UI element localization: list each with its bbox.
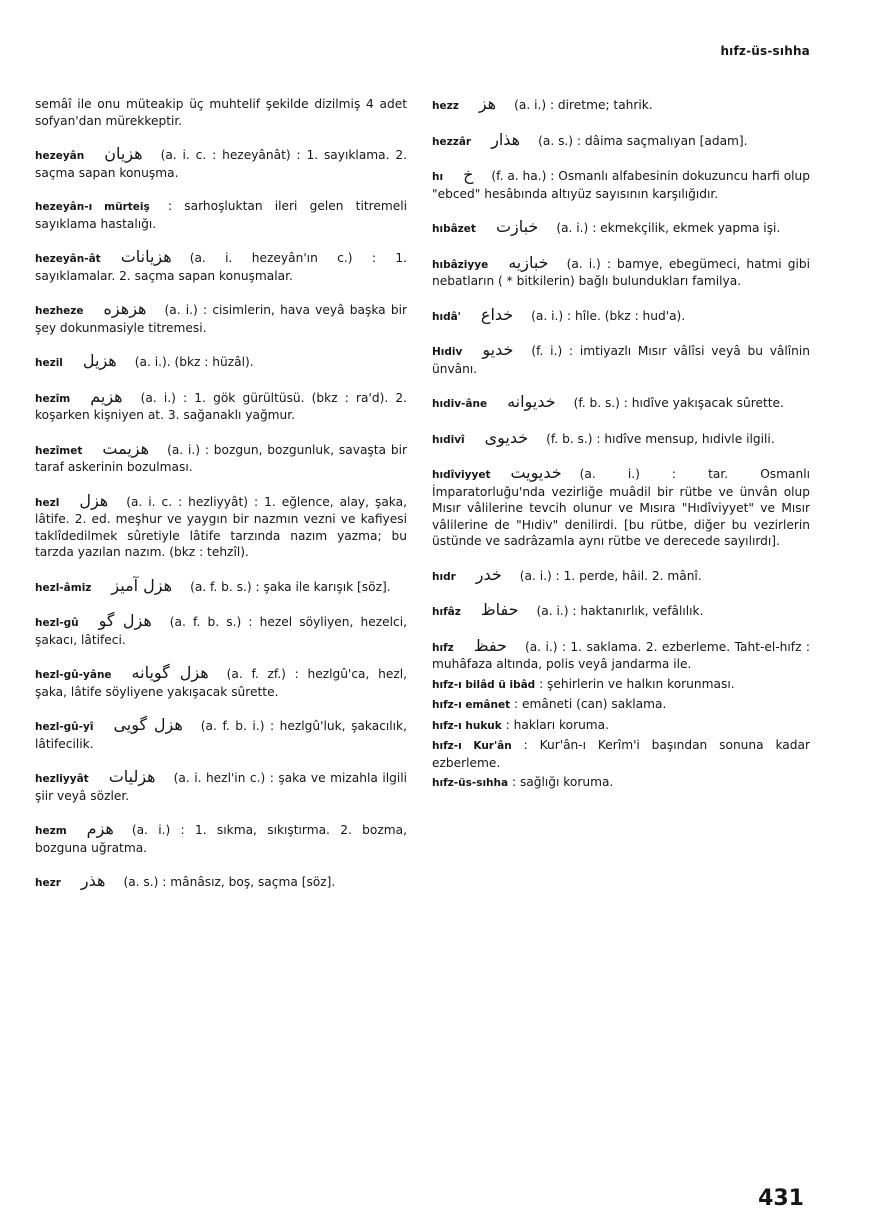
dictionary-entry	[35, 198, 407, 232]
arabic-script: خديوانه	[507, 392, 556, 411]
headword: hezeyân-ı mürteiş	[35, 201, 150, 213]
headword: hezl-âmiz	[35, 581, 92, 594]
dictionary-entry	[432, 129, 810, 151]
definition: (a. i.) : diretme; tahrik.	[514, 98, 653, 112]
headword: hıdiv-âne	[432, 398, 488, 410]
definition: (f. i.) : imtiyazlı Mısır vâlîsi veyâ bu vâlînin ünvânı.	[432, 344, 810, 376]
headword: hıbâzet	[432, 223, 476, 235]
dictionary-entry	[35, 146, 407, 181]
dictionary-entry	[35, 490, 407, 561]
arabic-script: خبازت	[495, 217, 539, 236]
sub-headword: hıfz-ı emânet	[432, 699, 511, 711]
entry-continuation: semâî ile onu müteakip üç muhtelif şekilde dizilmiş 4 adet sofyan'dan mürekkeptir.	[35, 97, 407, 128]
dictionary-entry	[432, 304, 810, 326]
definition: (a. i.). (bkz : hüzâl).	[134, 355, 254, 369]
arabic-script: هز	[478, 94, 497, 113]
arabic-script: هزل گويى	[113, 715, 183, 734]
definition: : sarhoşluktan ileri gelen titremeli sayıklama hastalığı.	[35, 199, 407, 231]
headword: hıdr	[432, 570, 456, 583]
headword: hı	[432, 171, 444, 183]
headword: hıfz	[432, 641, 454, 654]
headword: hezm	[35, 825, 67, 837]
definition: (a. i.) : 1. sıkma, sıkıştırma. 2. bozma, bozguna uğratma.	[35, 823, 407, 855]
definition: (a. i.) : bamye, ebegümeci, hatmi gibi nebatların ( * bitkilerin) bağlı bulundukları familya.	[432, 256, 810, 288]
sub-entry	[432, 774, 810, 792]
dictionary-entry	[432, 602, 810, 621]
definition: (f. a. ha.) : Osmanlı alfabesinin dokuzuncu harfi olup "ebced" hesâbında altıyüz sayısının karşılığıdır.	[432, 169, 810, 201]
arabic-script: هزيمت	[102, 438, 150, 458]
dictionary-entry	[35, 249, 407, 284]
definition: (a. i.) : 1. perde, hâil. 2. mânî.	[519, 568, 702, 583]
dictionary-entry	[432, 252, 810, 290]
arabic-script: خ	[463, 165, 474, 184]
headword: hezîm	[35, 392, 71, 405]
arabic-script: خدر	[475, 564, 502, 584]
sub-headword: hıfz-ı Kur'ân	[432, 740, 512, 752]
arabic-script: هزل آميز	[111, 575, 173, 595]
dictionary-entry	[432, 219, 810, 238]
headword: hezzâr	[432, 135, 472, 148]
dictionary-entry	[35, 386, 407, 424]
definition: : emâneti (can) saklama.	[514, 697, 667, 711]
arabic-script: حفظ	[473, 635, 507, 655]
arabic-script: هزيان	[104, 144, 143, 163]
definition: (a. s.) : dâima saçmalıyan [adam].	[538, 133, 748, 148]
dictionary-entry	[432, 167, 810, 202]
definition: (a. i. c. : hezliyyât) : 1. eğlence, alay, şaka, lâtife. 2. ed. meşhur ve yaygın bir nazmın vezni ve kafiyesi taklîdedilmek sûretiyle lâtife tarzında nazım yazma; bu tarzda yazılan nazım. (bkz : tehzîl).	[35, 494, 407, 559]
headword: hezr	[35, 877, 61, 889]
definition: (f. b. s.) : hıdîve yakışacak sûrette.	[573, 396, 784, 410]
headword: hezîmet	[35, 444, 83, 457]
definition: (a. i.) : hîle. (bkz : hud'a).	[531, 308, 686, 323]
headword: hezl-gû-yâne	[35, 669, 112, 681]
dictionary-entry	[432, 564, 810, 586]
dictionary-entry	[432, 465, 810, 550]
dictionary-entry	[432, 96, 810, 115]
dictionary-entry	[432, 394, 810, 413]
headword: hıdivî	[432, 433, 465, 446]
arabic-script: هزيم	[90, 386, 123, 406]
dictionary-entry	[35, 301, 407, 336]
arabic-script: هذر	[80, 871, 106, 890]
arabic-script: هزهزه	[103, 299, 147, 318]
dictionary-entry	[35, 96, 407, 129]
definition: : Kur'ân-ı Kerîm'i başından sonuna kadar ezberleme.	[432, 738, 810, 770]
arabic-script: حفاظ	[480, 600, 519, 619]
definition: : hakları koruma.	[505, 717, 610, 732]
headword: hezil	[35, 357, 63, 369]
sub-entry	[432, 737, 810, 771]
arabic-script: هذار	[491, 129, 521, 149]
dictionary-entry	[35, 769, 407, 804]
definition: (a. f. b. s.) : hezel söyliyen, hezelci, şakacı, lâtifeci.	[35, 615, 407, 647]
sub-entry	[432, 696, 810, 714]
definition: (a. i.) : 1. gök gürültüsü. (bkz : ra'd). 2. koşarken kişniyen at. 3. sağanaklı yağmur.	[35, 390, 407, 422]
arabic-script: هزل	[79, 490, 109, 510]
headword: hıdâ'	[432, 310, 461, 323]
arabic-script: خديو	[482, 340, 514, 359]
dictionary-entry	[432, 427, 810, 449]
right-column	[432, 96, 810, 795]
definition: (a. i. hezeyân'ın c.) : 1. sayıklamalar. 2. saçma sapan konuşmalar.	[35, 251, 407, 283]
sub-headword: hıfz-ı bilâd ü ibâd	[432, 678, 536, 691]
definition: (a. i.) : cisimlerin, hava veyâ başka bir şey dokunmasiyle titremesi.	[35, 303, 407, 335]
dictionary-entry	[35, 665, 407, 700]
headword: hezeyân	[35, 150, 85, 162]
sub-entry	[432, 717, 810, 735]
dictionary-entry	[432, 342, 810, 377]
sub-entry	[432, 676, 810, 694]
definition: : sağlığı koruma.	[511, 775, 614, 789]
dictionary-entry	[35, 821, 407, 856]
dictionary-entry	[35, 575, 407, 597]
arabic-script: خداع	[480, 304, 514, 324]
headword: hezl-gû-yî	[35, 721, 94, 733]
definition: (a. i.) : tar. Osmanlı İmparatorluğu'nda vezirliğe muâdil bir rütbe ve ünvân olup Mısır vâlilerine tevcih olunur ve Mısıra "Hıdîviyyet" ve Mısır vâlilerine de "Hıdiv" denilirdi. [bu rütbe, diğer bu vezirlerin üstünde ve sadrâzamla aynı rütbe ve derecede sayılırdı].	[432, 467, 810, 548]
definition: (a. s.) : mânâsız, boş, saçma [söz].	[123, 875, 336, 889]
running-head: hıfz-üs-sıhha	[720, 44, 810, 58]
arabic-script: خديويت	[510, 463, 562, 482]
dictionary-entry	[35, 873, 407, 892]
dictionary-entry	[35, 438, 407, 476]
arabic-script: هزم	[86, 819, 114, 838]
arabic-script: خبازيه	[508, 252, 549, 272]
definition: (a. i.) : haktanırlık, vefâlılık.	[536, 604, 704, 618]
sub-headword: hıfz-üs-sıhha	[432, 777, 509, 789]
definition: (a. f. b. i.) : hezlgû'luk, şakacılık, lâtifecilik.	[35, 719, 407, 751]
sub-headword: hıfz-ı hukuk	[432, 719, 502, 732]
headword: hezz	[432, 100, 459, 112]
dictionary-entry	[35, 353, 407, 372]
arabic-script: هزل گو	[98, 611, 152, 630]
headword: hezheze	[35, 305, 84, 317]
page-number: 431	[758, 1186, 804, 1211]
headword: hezl-gû	[35, 617, 79, 629]
arabic-script: خديوى	[484, 427, 529, 447]
dictionary-entry	[35, 717, 407, 752]
definition: (a. f. b. s.) : şaka ile karışık [söz].	[190, 579, 391, 594]
arabic-script: هزليات	[108, 767, 156, 786]
left-column	[35, 96, 407, 909]
headword: hezeyân-ât	[35, 253, 101, 265]
headword: hezliyyât	[35, 773, 89, 785]
definition: (a. i.) : 1. saklama. 2. ezberleme. Taht-el-hıfz : muhâfaza altında, polis veyâ jandarma ile.	[432, 639, 810, 671]
definition: (a. i.) : bozgun, bozgunluk, savaşta bir taraf askerinin bozulması.	[35, 442, 407, 474]
arabic-script: هزل گويانه	[131, 663, 209, 682]
arabic-script: هزيل	[82, 351, 117, 370]
headword: hıbâziyye	[432, 258, 489, 271]
dictionary-entry	[432, 635, 810, 673]
definition: (a. f. zf.) : hezlgû'ca, hezl, şaka, lâtife söyliyene yakışacak sûrette.	[35, 667, 407, 699]
definition: (f. b. s.) : hıdîve mensup, hıdivle ilgili.	[546, 431, 775, 446]
definition: (a. i. c. : hezeyânât) : 1. sayıklama. 2. saçma sapan konuşma.	[35, 148, 407, 180]
headword: hezl	[35, 496, 60, 509]
headword: Hıdiv	[432, 346, 463, 358]
definition: (a. i.) : ekmekçilik, ekmek yapma işi.	[556, 221, 781, 235]
headword: hıdîviyyet	[432, 469, 491, 481]
arabic-script: هزيانات	[120, 247, 172, 266]
headword: hıfâz	[432, 606, 461, 618]
dictionary-entry	[35, 613, 407, 648]
definition: (a. i. hezl'in c.) : şaka ve mizahla ilgili şiir veyâ sözler.	[35, 771, 407, 803]
definition: : şehirlerin ve halkın korunması.	[539, 676, 735, 691]
